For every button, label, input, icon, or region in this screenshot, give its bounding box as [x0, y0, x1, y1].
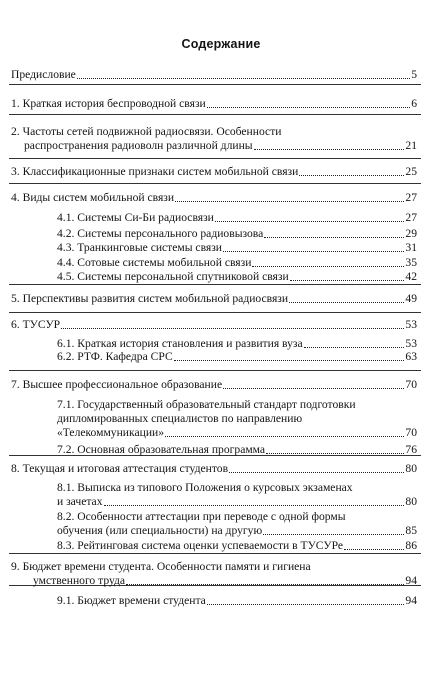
toc-entry[interactable] — [57, 443, 417, 457]
toc-entry-title: 4.3. Транкинговые системы связи — [57, 241, 223, 254]
dot-leader — [252, 266, 404, 267]
dot-leader — [290, 280, 405, 281]
toc-entry-title-line: 2. Частоты сетей подвижной радиосвязи. Особенности — [11, 125, 282, 138]
toc-entry-title: 7.2. Основная образовательная программа — [57, 443, 266, 456]
toc-page-number: 94 — [405, 594, 417, 607]
toc-entry[interactable] — [57, 481, 417, 509]
dot-leader — [254, 149, 405, 150]
toc-entry-title: 9.1. Бюджет времени студента — [57, 594, 206, 607]
toc-entry[interactable] — [11, 462, 417, 476]
toc-entry[interactable] — [11, 318, 417, 332]
toc-page-number: 21 — [405, 139, 417, 152]
toc-entry-title-line: 8.2. Особенности аттестации при переводе с одной формы — [57, 510, 346, 523]
dot-leader — [266, 453, 404, 454]
toc-page-number: 31 — [405, 241, 417, 254]
toc-entry-title-line: дипломированных специалистов по направлению — [57, 412, 303, 425]
toc-entry-title: обучения (или специальности) на другую — [57, 524, 263, 537]
toc-page-number: 63 — [405, 350, 417, 363]
toc-page-number: 53 — [405, 318, 417, 331]
toc-page-number: 76 — [405, 443, 417, 456]
dot-leader — [165, 436, 404, 437]
dot-leader — [223, 388, 404, 389]
dot-leader — [304, 347, 405, 348]
toc-entry-title: 4.5. Системы персональной спутниковой связи — [57, 270, 289, 283]
toc-entry[interactable] — [57, 539, 417, 553]
toc-entry[interactable] — [11, 125, 417, 153]
toc-entry[interactable] — [57, 241, 417, 255]
toc-entry[interactable] — [11, 191, 417, 205]
divider-line — [9, 183, 421, 184]
toc-page-number: 94 — [405, 574, 417, 587]
toc-entry[interactable] — [57, 594, 417, 608]
toc-page-number: 70 — [405, 426, 417, 439]
toc-page-number: 80 — [405, 495, 417, 508]
dot-leader — [263, 534, 404, 535]
page-title: Содержание — [181, 37, 261, 51]
toc-entry-title: 1. Краткая история беспроводной связи — [11, 97, 206, 110]
toc-entry-title: 4. Виды систем мобильной связи — [11, 191, 175, 204]
toc-page-number: 80 — [405, 462, 417, 475]
dot-leader — [207, 604, 405, 605]
dot-leader — [174, 360, 405, 361]
dot-leader — [77, 78, 410, 79]
toc-entry-title: и зачетах — [57, 495, 103, 508]
toc-page-number: 70 — [405, 378, 417, 391]
divider-line — [9, 84, 421, 85]
toc-page-number: 6 — [411, 97, 417, 110]
toc-page-number: 86 — [405, 539, 417, 552]
toc-entry[interactable] — [57, 256, 417, 270]
dot-leader — [289, 302, 404, 303]
toc-entry[interactable] — [11, 292, 417, 306]
toc-page-number: 85 — [405, 524, 417, 537]
divider-line — [9, 284, 421, 285]
divider-line — [9, 158, 421, 159]
toc-entry[interactable] — [57, 270, 417, 284]
toc-page-number: 27 — [405, 211, 417, 224]
toc-entry[interactable] — [57, 398, 417, 440]
toc-entry-title: 7. Высшее профессиональное образование — [11, 378, 223, 391]
toc-entry[interactable] — [57, 337, 417, 351]
toc-entry-title: Предисловие — [11, 68, 76, 81]
toc-entry-title: умственного труда — [33, 574, 126, 587]
toc-entry[interactable] — [11, 97, 417, 111]
toc-entry[interactable] — [11, 560, 417, 588]
dot-leader — [126, 584, 404, 585]
toc-page-number: 27 — [405, 191, 417, 204]
toc-page-number: 29 — [405, 227, 417, 240]
toc-entry-title: 6.1. Краткая история становления и развития вуза — [57, 337, 303, 350]
toc-entry-title: «Телекоммуникации» — [57, 426, 165, 439]
dot-leader — [61, 328, 404, 329]
divider-line — [9, 312, 421, 313]
toc-page-number: 42 — [405, 270, 417, 283]
toc-entry-title: 3. Классификационные признаки систем мобильной связи — [11, 165, 299, 178]
toc-entry[interactable] — [57, 227, 417, 241]
toc-entry-title: 5. Перспективы развития систем мобильной радиосвязи — [11, 292, 289, 305]
toc-entry[interactable] — [57, 211, 417, 225]
dot-leader — [175, 201, 404, 202]
toc-entry-title-line: 9. Бюджет времени студента. Особенности памяти и гигиена — [11, 560, 311, 573]
toc-entry[interactable] — [57, 510, 417, 538]
divider-line — [9, 370, 421, 371]
dot-leader — [344, 549, 404, 550]
dot-leader — [215, 221, 405, 222]
toc-entry-title: 8.3. Рейтинговая система оценки успеваемости в ТУСУРе — [57, 539, 344, 552]
toc-page-number: 53 — [405, 337, 417, 350]
toc-page-number: 49 — [405, 292, 417, 305]
dot-leader — [299, 175, 404, 176]
toc-entry-title: 4.4. Сотовые системы мобильной связи — [57, 256, 252, 269]
toc-page-number: 25 — [405, 165, 417, 178]
toc-entry-title: 6.2. РТФ. Кафедра СРС — [57, 350, 173, 363]
dot-leader — [264, 237, 404, 238]
toc-entry-title: 8. Текущая и итоговая аттестация студентов — [11, 462, 229, 475]
toc-entry[interactable] — [11, 68, 417, 82]
toc-entry-title: 6. ТУСУР — [11, 318, 61, 331]
toc-page-number: 5 — [411, 68, 417, 81]
toc-entry-title: распространения радиоволн различной длины — [24, 139, 253, 152]
toc-entry-title-line: 8.1. Выписка из типового Положения о курсовых экзаменах — [57, 481, 353, 494]
toc-page-number: 35 — [405, 256, 417, 269]
toc-entry-title-line: 7.1. Государственный образовательный стандарт подготовки — [57, 398, 356, 411]
toc-entry[interactable] — [57, 350, 417, 364]
divider-line — [9, 553, 421, 554]
dot-leader — [207, 107, 410, 108]
toc-entry[interactable] — [11, 378, 417, 392]
dot-leader — [104, 505, 405, 506]
dot-leader — [229, 472, 404, 473]
toc-entry[interactable] — [11, 165, 417, 179]
toc-entry-title: 4.1. Системы Си-Би радиосвязи — [57, 211, 214, 224]
dot-leader — [223, 251, 404, 252]
toc-entry-title: 4.2. Системы персонального радиовызова — [57, 227, 264, 240]
divider-line — [9, 114, 421, 115]
